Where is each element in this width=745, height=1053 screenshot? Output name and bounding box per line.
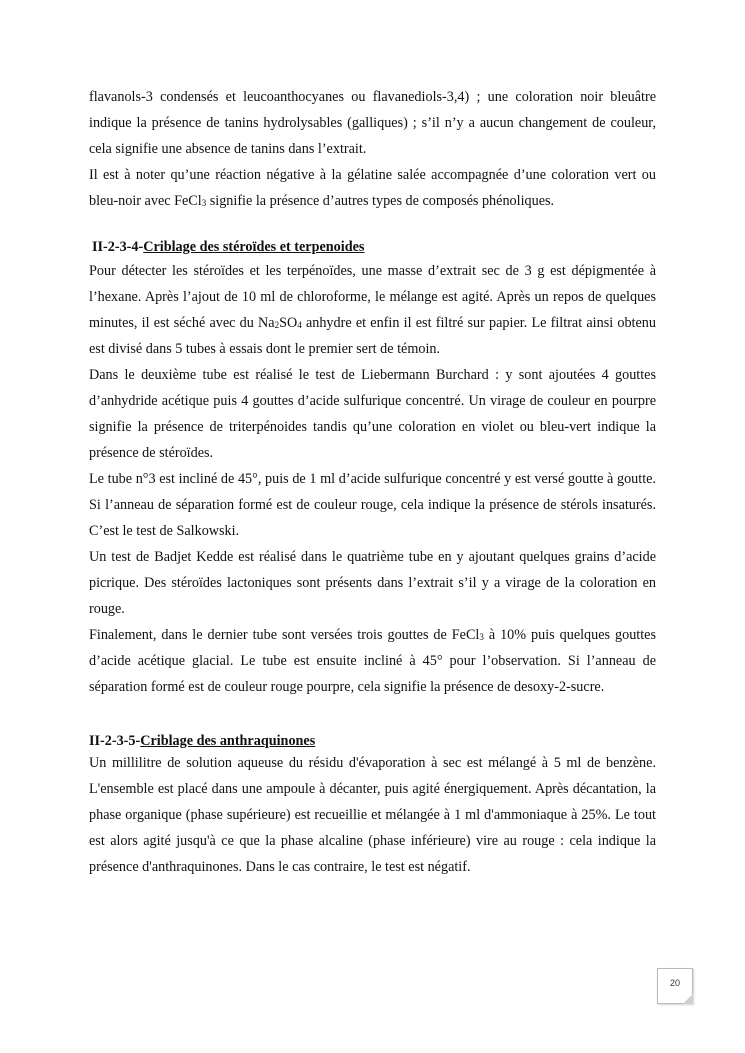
page-number-box (657, 968, 693, 1004)
text-run: Finalement, dans le dernier tube sont versées trois gouttes de FeCl (89, 627, 480, 643)
spacer (89, 700, 656, 722)
section-heading-steroids (89, 236, 656, 258)
section-number: II-2-3-4- (92, 239, 144, 255)
section-title: Criblage des anthraquinones (140, 733, 316, 749)
text-run: Il est à noter qu’une réaction négative à la gélatine salée accompagnée d’une coloration vert ou bleu-noir avec FeCl (89, 167, 656, 209)
paragraph-badjet-kedde: Un test de Badjet Kedde est réalisé dans le quatrième tube en y ajoutant quelques grains d’acide picrique. Des stéroïdes lactoniques sont présents dans l’extrait s’il y a virage de la coloration en rouge. (89, 549, 656, 617)
text-run: anhydre et enfin il est filtré sur papier. Le filtrat ainsi obtenu est divisé dans 5 tubes à essais dont le premier sert de témoin. (89, 315, 656, 357)
paragraph-gelatine-note (89, 162, 656, 214)
text-run: Pour détecter les stéroïdes et les terpénoïdes, une masse d’extrait sec de 3 g est dépigmentée à l’hexane. Après l’ajout de 10 ml de chloroforme, le mélange est agité. Après un repos de quelques minutes, il est séché avec du Na (89, 263, 656, 331)
paragraph-salkowski: Le tube n°3 est incliné de 45°, puis de 1 ml d’acide sulfurique concentré y est versé goutte à goutte. Si l’anneau de séparation formé est de couleur rouge, cela indique la présence de stérols insaturés. C’est le test de Salkowski. (89, 471, 656, 539)
subscript: 3 (201, 198, 207, 208)
paragraph-anthraquinones: Un millilitre de solution aqueuse du résidu d'évaporation à sec est mélangé à 5 ml de benzène. L'ensemble est placé dans une ampoule à décanter, puis agité énergiquement. Après décantation, la phase organique (phase supérieure) est recueillie et mélangée à 1 ml d'ammoniaque à 25%. Le tout est alors agité jusqu'à ce que la phase alcaline (phase inférieure) vire au rouge : cela indique la présence d'anthraquinones. Dans le cas contraire, le test est négatif. (89, 755, 656, 875)
subscript: 3 (479, 632, 484, 642)
text-run: signifie la présence d’autres types de composés phénoliques. (206, 193, 555, 209)
paragraph-desoxy-sucre (89, 622, 656, 700)
page-fold-corner (683, 994, 693, 1004)
paragraph-liebermann: Dans le deuxième tube est réalisé le test de Liebermann Burchard : y sont ajoutées 4 gouttes d’anhydride acétique puis 4 gouttes d’acide sulfurique concentré. Un virage de couleur en pourpre signifie la présence de triterpénoides tandis qu’une coloration en violet ou bleu-vert indique la présence de stéroïdes. (89, 367, 656, 461)
text-run: à 10% puis quelques gouttes d’acide acétique glacial. Le tube est ensuite incliné à 45° pour l’observation. Si l’anneau de séparation formé est de couleur rouge pourpre, cela signifie la présence de desoxy-2-sucre. (89, 627, 656, 695)
page-number: 20 (669, 978, 680, 988)
section-heading-anthraquinones (89, 732, 656, 750)
document-page (89, 84, 656, 880)
spacer (89, 214, 656, 236)
section-title: Criblage des stéroïdes et terpenoides (143, 239, 365, 255)
paragraph-steroids-intro (89, 258, 656, 362)
subscript: 4 (297, 320, 302, 330)
paragraph-tanins: flavanols-3 condensés et leucoanthocyanes ou flavanediols-3,4) ; une coloration noir bleuâtre indique la présence de tanins hydrolysables (galliques) ; s’il n’y a aucun changement de couleur, cela signifie une absence de tanins dans l’extrait. (89, 89, 656, 157)
section-number: II-2-3-5- (89, 733, 141, 749)
subscript: 2 (274, 320, 280, 330)
text-run: SO (279, 315, 298, 331)
